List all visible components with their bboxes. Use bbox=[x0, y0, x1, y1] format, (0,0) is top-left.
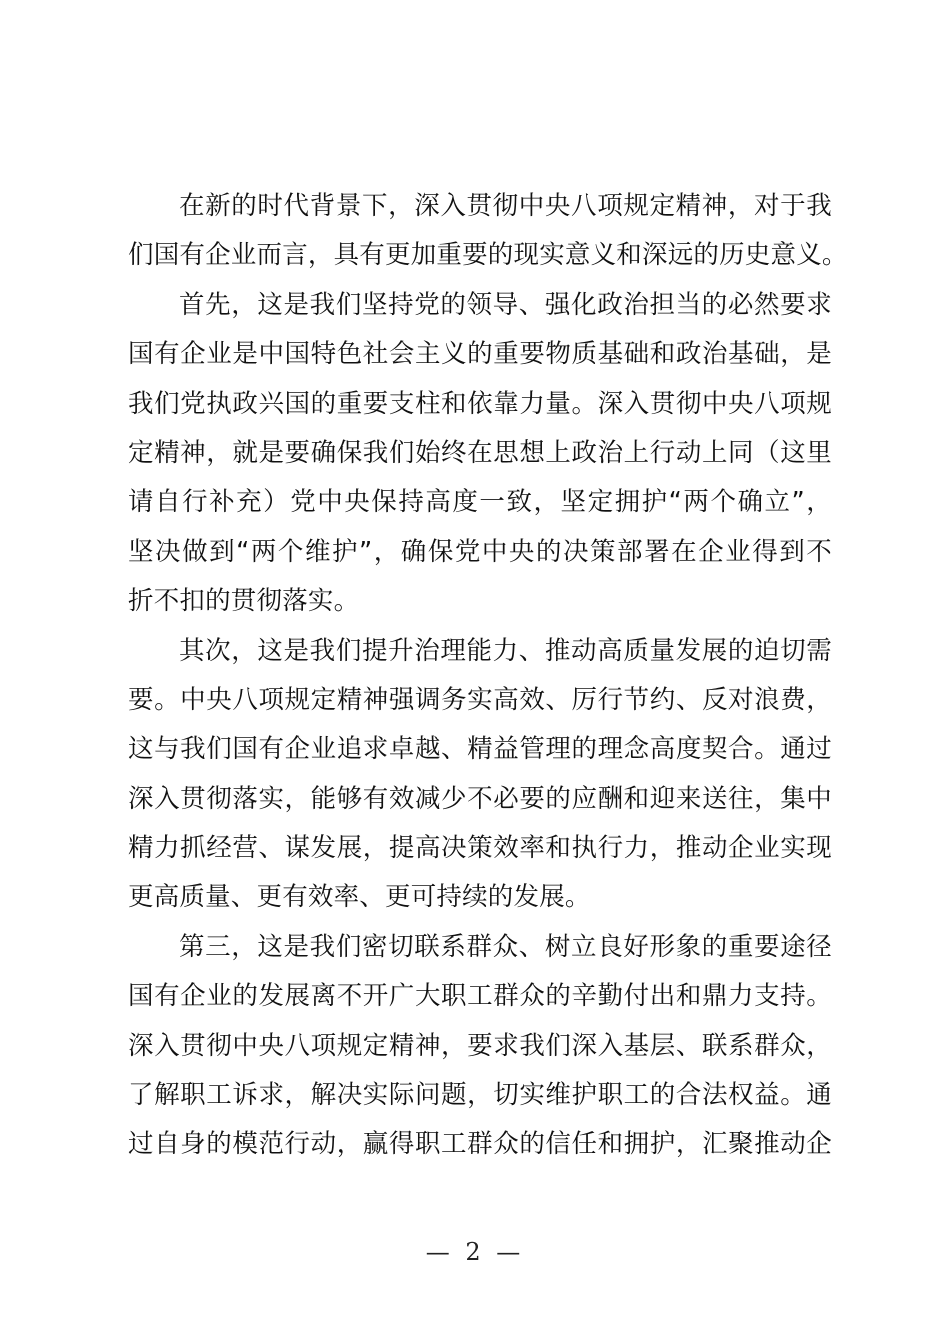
text-line: 这与我们国有企业追求卓越、精益管理的理念高度契合。通过 bbox=[128, 734, 832, 765]
text-line: 折不扣的贯彻落实。 bbox=[128, 586, 360, 617]
text-line: 要。中央八项规定精神强调务实高效、厉行节约、反对浪费， bbox=[128, 684, 832, 715]
text-line: 首先，这是我们坚持党的领导、强化政治担当的必然要求 bbox=[179, 289, 832, 320]
page-number: — 2 — bbox=[425, 1238, 525, 1266]
text-line: 坚决做到“两个维护”，确保党中央的决策部署在企业得到不 bbox=[128, 536, 832, 567]
text-line: 深入贯彻落实，能够有效减少不必要的应酬和迎来送往，集中 bbox=[128, 783, 832, 814]
text-line: 了解职工诉求，解决实际问题，切实维护职工的合法权益。通 bbox=[128, 1080, 832, 1111]
text-line: 精力抓经营、谋发展，提高决策效率和执行力，推动企业实现 bbox=[128, 833, 832, 864]
text-line: 在新的时代背景下，深入贯彻中央八项规定精神，对于我 bbox=[179, 191, 832, 221]
text-line: 国有企业是中国特色社会主义的重要物质基础和政治基础，是 bbox=[128, 339, 832, 370]
text-line: 们国有企业而言，具有更加重要的现实意义和深远的历史意义。 bbox=[128, 240, 848, 271]
text-line: 更高质量、更有效率、更可持续的发展。 bbox=[128, 882, 591, 913]
body-text bbox=[128, 182, 848, 1170]
text-line: 我们党执政兴国的重要支柱和依靠力量。深入贯彻中央八项规 bbox=[128, 388, 832, 419]
text-line: 深入贯彻中央八项规定精神，要求我们深入基层、联系群众， bbox=[128, 1030, 832, 1061]
text-line: 过自身的模范行动，赢得职工群众的信任和拥护，汇聚推动企 bbox=[128, 1129, 832, 1160]
text-line: 请自行补充）党中央保持高度一致，坚定拥护“两个确立”， bbox=[128, 487, 832, 518]
text-line: 定精神，就是要确保我们始终在思想上政治上行动上同（这里 bbox=[128, 437, 832, 468]
text-line: 国有企业的发展离不开广大职工群众的辛勤付出和鼎力支持。 bbox=[128, 981, 832, 1012]
text-line: 其次，这是我们提升治理能力、推动高质量发展的迫切需 bbox=[179, 635, 832, 666]
text-line: 第三，这是我们密切联系群众、树立良好形象的重要途径 bbox=[179, 931, 832, 962]
